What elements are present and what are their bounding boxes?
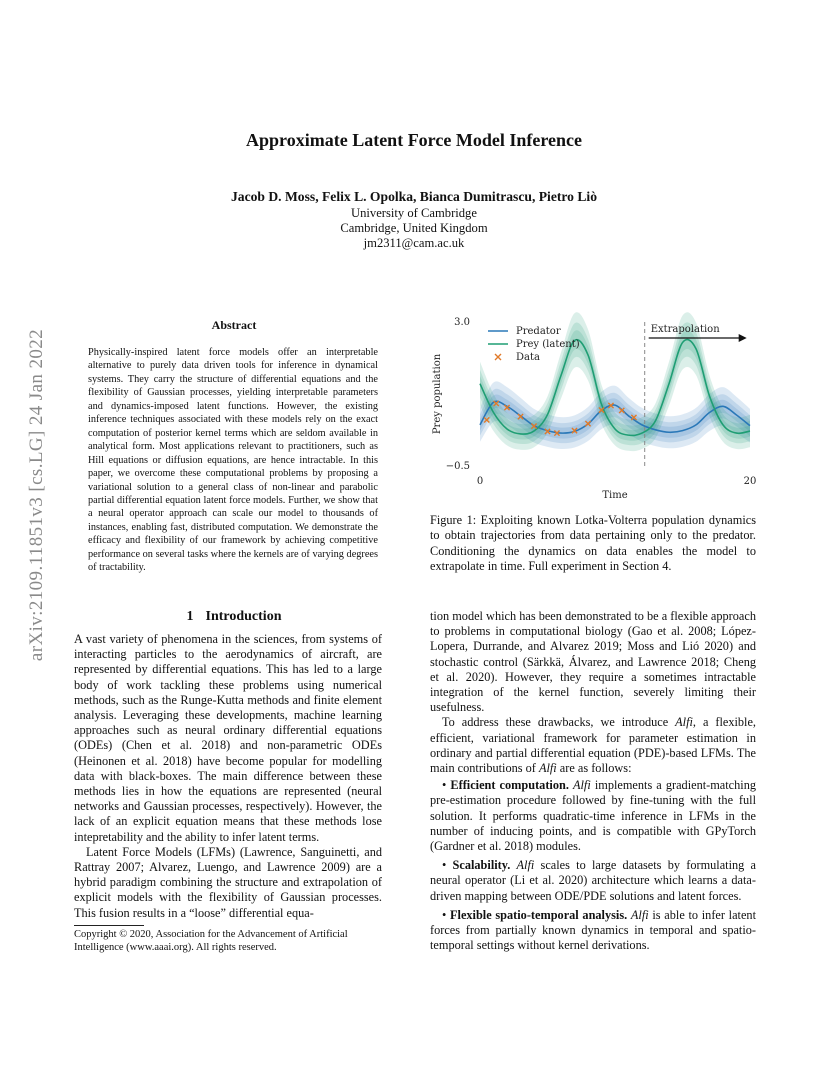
paper-title: Approximate Latent Force Model Inference (246, 130, 582, 150)
alfi-name: Alfi (573, 778, 591, 793)
bullet-head: Flexible spatio-temporal analysis. (450, 907, 628, 922)
bullet-head: Scalability. (452, 858, 511, 873)
section-title: Introduction (205, 609, 282, 624)
intro-column-right (430, 609, 756, 953)
affiliation-location: Cambridge, United Kingdom (340, 221, 488, 235)
bullet-scalability: • Scalability. Alfi scales to large datasets by formulating a neural operator (Li et al. 2020) architecture which learns a data-driven mapping between ODE/PDE solutions and latent forces. (430, 858, 756, 903)
alfi-name: Alfi (516, 858, 535, 873)
abstract-heading: Abstract (211, 318, 257, 332)
bullet-spatiotemporal: • Flexible spatio-temporal analysis. Alfi is able to infer latent forces from partially known dynamics in temporal and spatio-temporal settings without kernel derivations. (430, 907, 756, 953)
affiliation-email[interactable]: jm2311@cam.ac.uk (363, 236, 465, 250)
x-tick-end: 20 (743, 476, 757, 487)
intro-paragraph-2: Latent Force Models (LFMs) (Lawrence, Sanguinetti, and Rattray 2007; Alvarez, Luengo, and Lawrence 2009) are a hybrid paradigm combining the structure and extrapolation of explicit models with the flexibility of Gaussian processes. This fusion results in a “loose” differential equa- (74, 844, 382, 920)
bullet-text: implements a gradient-matching pre-estimation procedure followed by fine-tuning with the full solution. It performs quadratic-time inference in LFMs in the number of inducing points, and is compatible with GPyTorch (Gardner et al. 2018) modules. (430, 778, 756, 854)
figure-1 (428, 310, 760, 505)
legend-label: Predator (516, 326, 561, 337)
extrapolation-arrowhead (739, 334, 747, 342)
bullet-text: is able to infer latent forces from partially known dynamics in temporal and spatio-temporal settings without kernel derivations. (430, 907, 756, 953)
extrapolation-label: Extrapolation (650, 324, 720, 335)
copyright-footnote: Copyright © 2020, Association for the Advancement of Artificial Intelligence (www.aaai.org). All rights reserved. (74, 929, 348, 953)
bullet-head: Efficient computation. (450, 778, 569, 793)
alfi-name: Alfi (538, 761, 557, 776)
x-tick-start: 0 (476, 476, 484, 487)
alfi-name: Alfi (675, 715, 693, 730)
intro-paragraph-1: A vast variety of phenomena in the sciences, from systems of interacting particles to the aerodynamics of aircraft, are represented by differential equations. This has led to a large body of work tackling these problems using numerical methods, such as the Runge-Kutta methods and finite element analysis. Leveraging these developments, machine learning approaches such as neural ordinary differential equations (ODEs) (Chen et al. 2018) and non-parametric ODEs (Heinonen et al. 2018) have become popular for modelling data with black-boxes. The main difference between these methods lies in how the equations are represented (neural networks and Gaussian processes, respectively). However, the lack of an explicit equation means that these methods lose intepretability and the ability to infer latent terms. (74, 632, 382, 844)
right-paragraph-2 (430, 715, 756, 776)
section-number: 1 (186, 609, 194, 624)
footnote-rule (74, 925, 144, 926)
y-axis-label: Prey population (432, 353, 443, 435)
intro-column-left (74, 632, 382, 921)
lotka-volterra-chart (428, 310, 760, 505)
bullet-efficient: • Efficient computation. Alfi implements a gradient-matching pre-estimation procedure followed by fine-tuning with the full solution. It performs quadratic-time inference in LFMs in the number of inducing points, and is compatible with GPyTorch (Gardner et al. 2018) modules. (430, 778, 756, 854)
abstract-text: Physically-inspired latent force models offer an interpretable alternative to purely data driven tools for inference in dynamical systems. They carry the structure of differential equations and the flexibility of Gaussian processes, yielding interpretable parameters and dynamics-imposed latent functions. However, the existing inference techniques associated with these models rely on the exact computation of posterior kernel terms which are seldom available in analytical form. Most applications relevant to practitioners, such as Hill equations or diffusion equations, are hence intractable. In this paper, we overcome these computational problems by proposing a variational solution to a general class of non-linear and parabolic partial differential equation latent force models. Further, we show that a neural operator approach can scale our model to thousands of instances, enabling fast, distributed computation. We demonstrate the efficacy and flexibility of our framework by achieving competitive performance on several tasks where the kernels are of varying degrees of tractability. (88, 347, 378, 574)
text-run: are as follows: (556, 761, 632, 776)
author-list: Jacob D. Moss, Felix L. Opolka, Bianca Dumitrascu, Pietro Liò (230, 189, 598, 204)
arxiv-stamp: arXiv:2109.11851v3 [cs.LG] 24 Jan 2022 (26, 328, 47, 662)
x-axis-label: Time (602, 490, 628, 501)
alfi-name: Alfi (630, 907, 649, 922)
bullet-text: scales to large datasets by formulating a neural operator (Li et al. 2020) architecture which learns a data-driven mapping between ODE/PDE solutions and latent forces. (430, 858, 756, 903)
figure-caption: Figure 1: Exploiting known Lotka-Volterra population dynamics to obtain trajectories from data pertaining only to the predator. Conditioning the dynamics on data enables the model to extrapolate in time. Full experiment in Section 4. (430, 513, 756, 574)
text-run: , a flexible, efficient, variational framework for parameter estimation in ordinary and partial differential equation (PDE)-based LFMs. The main contributions of (430, 715, 757, 776)
right-paragraph-1: tion model which has been demonstrated to be a flexible approach to problems in computational biology (Gao et al. 2008; López-Lopera, Durrande, and Alvarez 2019; Moss and Lió 2020) and stochastic control (Särkkä, Álvarez, and Lawrence 2018; Cheng et al. 2020). However, they require a sometimes intractable integration of the kernel function, severely limiting their usefulness. (430, 609, 756, 715)
legend-label: Data (516, 352, 540, 363)
legend-label: Prey (latent) (516, 339, 580, 350)
section-heading (74, 609, 394, 625)
y-tick-bottom: −0.5 (445, 461, 470, 472)
y-tick-top: 3.0 (454, 317, 470, 328)
affiliation-university: University of Cambridge (351, 206, 477, 220)
legend-swatch (495, 354, 501, 360)
text-run: To address these drawbacks, we introduce (442, 715, 676, 730)
